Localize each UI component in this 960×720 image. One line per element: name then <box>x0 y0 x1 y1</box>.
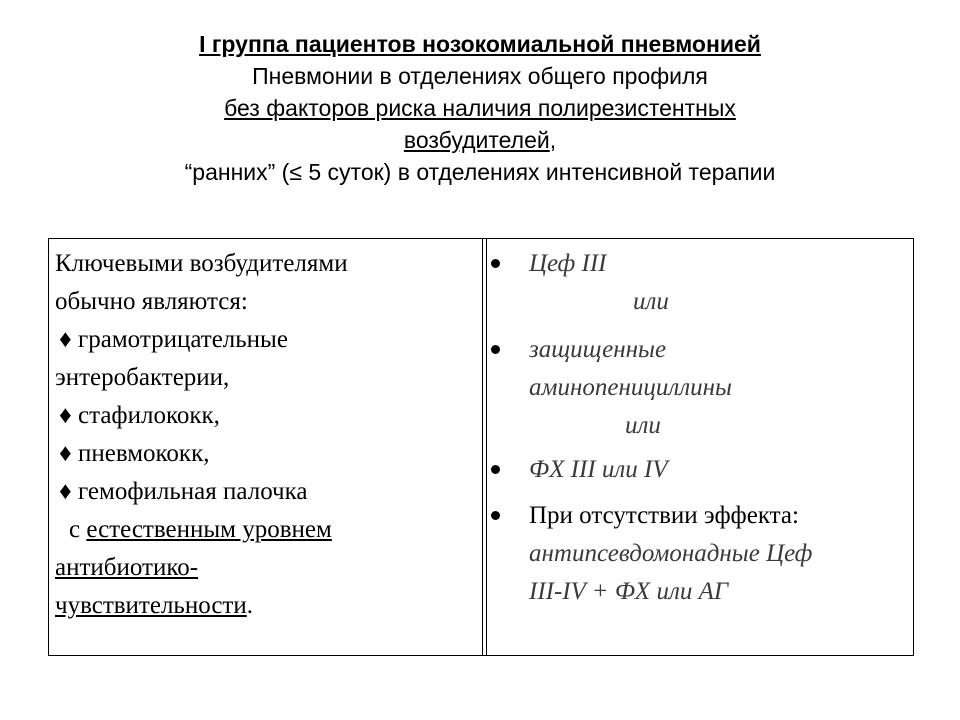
regimen-1-text: Цеф III <box>529 250 607 277</box>
left-line-7: ♦ гемофильная палочка <box>59 478 308 505</box>
left-line-6: ♦ пневмококк, <box>59 440 210 467</box>
bullet-icon <box>491 465 500 474</box>
title-line-3: без факторов риска наличия полирезистентных <box>224 95 736 121</box>
left-cell <box>49 239 483 655</box>
regimen-2-line-1: защищенные <box>529 336 667 363</box>
bullet-icon <box>491 345 500 354</box>
title-line-4-underlined: возбудителей <box>403 127 550 153</box>
left-line-5: ♦ стафилококк, <box>59 402 220 429</box>
regimen-1-or: или <box>633 288 669 315</box>
bullet-icon <box>491 259 500 268</box>
left-line-10-tail: . <box>246 592 253 619</box>
left-line-1: Ключевыми возбудителями <box>55 250 348 277</box>
pathogens-text <box>55 245 475 625</box>
regimen-item-3 <box>529 451 668 489</box>
regimen-item-4 <box>529 497 812 611</box>
right-cell <box>483 239 913 655</box>
content-table <box>48 238 914 656</box>
left-line-9: антибиотико- <box>55 554 199 581</box>
left-line-8-prefix: с <box>69 516 87 543</box>
regimen-4-line-2: III-IV + ФХ или АГ <box>529 578 729 605</box>
left-line-10-underlined: чувствительности <box>55 592 247 619</box>
regimen-item-2 <box>529 331 732 445</box>
regimen-item-1 <box>529 245 669 321</box>
left-line-8 <box>55 511 475 549</box>
regimen-3-text: ФХ III или IV <box>529 456 668 483</box>
regimen-2-or: или <box>625 412 661 439</box>
slide-title-block <box>0 28 960 188</box>
left-line-10 <box>55 587 475 625</box>
title-line-5: “ранних” (≤ 5 суток) в отделениях интенсивной терапии <box>184 159 776 185</box>
title-line-4-tail: , <box>549 127 557 153</box>
regimen-4-line-1: антипсевдомонадные Цеф <box>529 540 813 567</box>
regimen-4-heading: При отсутствии эффекта: <box>529 502 799 529</box>
left-line-4: энтеробактерии, <box>55 364 230 391</box>
left-line-3: ♦ грамотрицательные <box>59 326 288 353</box>
left-line-8-underlined: естественным уровнем <box>86 516 332 543</box>
bullet-icon <box>491 511 500 520</box>
main-title: I группа пациентов нозокомиальной пневмонией <box>199 31 761 57</box>
title-line-2: Пневмонии в отделениях общего профиля <box>252 63 708 89</box>
title-line-4 <box>0 124 960 156</box>
left-line-2: обычно являются: <box>55 288 248 315</box>
regimen-2-line-2: аминопенициллины <box>529 374 732 401</box>
title-line-1 <box>0 28 960 60</box>
